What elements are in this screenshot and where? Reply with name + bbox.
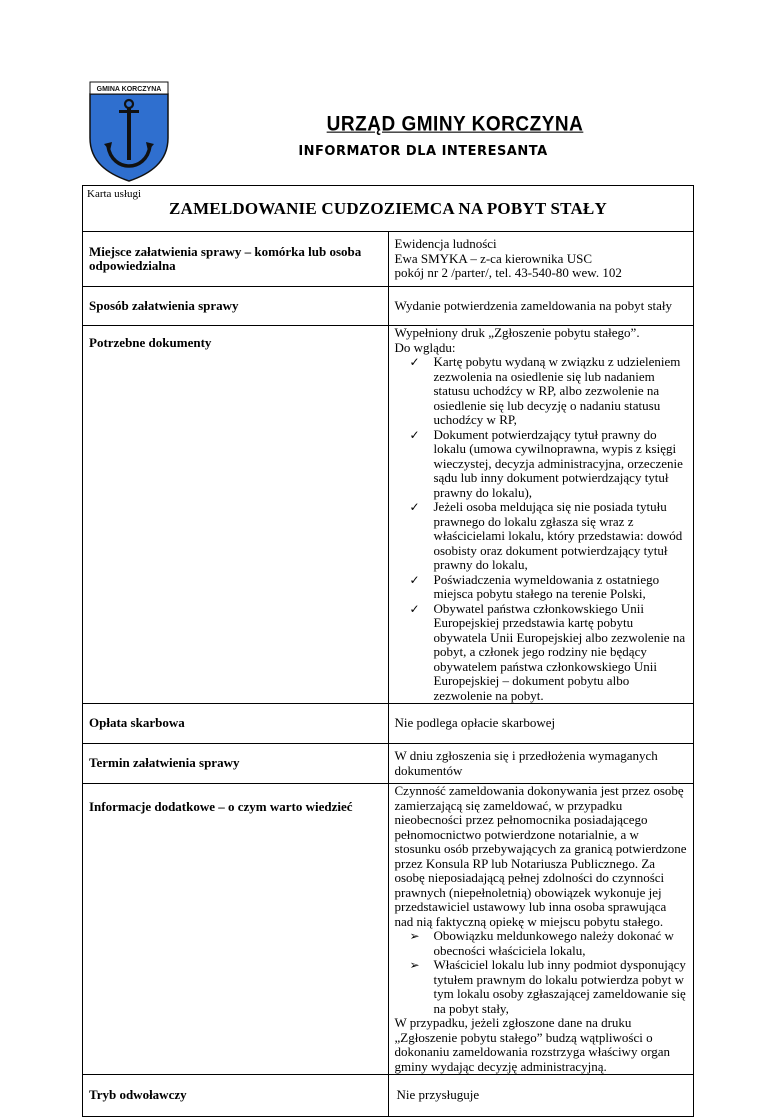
row-termin-value: W dniu zgłoszenia się i przedłożenia wymaganych dokumentów <box>388 744 694 784</box>
dokumenty-intro2: Do wglądu: <box>394 339 456 355</box>
service-card-table <box>82 185 694 1117</box>
informacje-paragraph: Czynność zameldowania dokonywania jest przez osobę zamierzającą się zameldować, w przypadku nieobecności przez pełnomocnika posiadającego pełnomocnictwo potwierdzone notarialnie, a w stosunku osób przebywających za granicą potwierdzone przez Konsula RP lub Notariusza Publicznego. Za osobę nieposiadającą pełnej zdolności do czynności prawnych (niepełnoletnią) obowiązek wykonuje jej przedstawiciel ustawowy lub inna osoba sprawująca nad nią faktyczną opiekę w miejscu pobytu stałego. <box>394 783 687 929</box>
card-header-row <box>83 186 694 232</box>
row-tryb <box>83 1075 694 1117</box>
row-dokumenty-label: Potrzebne dokumenty <box>83 326 389 704</box>
list-item: ➢ Obowiązku meldunkowego należy dokonać w obecności właściciela lokalu, <box>434 929 688 958</box>
office-title: URZĄD GMINY KORCZYNA <box>326 112 584 136</box>
list-item: ✓ Dokument potwierdzający tytuł prawny do lokalu (umowa cywilnoprawna, wypis z księgi wieczystej, decyzja administracyjna, orzeczenie sądu lub inny dokument potwierdzający tytuł prawny do lokalu), <box>434 428 688 501</box>
dokumenty-list <box>395 355 688 703</box>
list-item: ✓ Obywatel państwa członkowskiego Unii Europejskiej przedstawia kartę pobytu obywatela Unii Europejskiej albo zezwolenie na pobyt, a członek jego rodziny nie będący obywatelem państwa członkowskiego Unii Europejskiej – dokument pobytu albo zezwolenie na pobyt. <box>434 602 688 704</box>
row-termin <box>83 744 694 784</box>
card-title: ZAMELDOWANIE CUDZOZIEMCA NA POBYT STAŁY <box>169 199 607 218</box>
row-miejsce-value <box>388 232 694 287</box>
row-informacje <box>83 784 694 1075</box>
row-informacje-value <box>388 784 694 1075</box>
informacje-paragraph: W przypadku, jeżeli zgłoszone dane na druku „Zgłoszenie pobytu stałego” budzą wątpliwości o dokonaniu zameldowania rozstrzyga właściwy organ gminy wydając decyzję administracyjną. <box>394 1015 671 1074</box>
informacje-list <box>395 929 688 1016</box>
card-label: Karta usługi <box>87 188 142 200</box>
row-dokumenty-value <box>388 326 694 704</box>
row-dokumenty <box>83 326 694 704</box>
row-miejsce-label: Miejsce załatwienia sprawy – komórka lub osoba odpowiedzialna <box>83 232 389 287</box>
row-tryb-label: Tryb odwoławczy <box>83 1075 389 1117</box>
miejsce-line: Ewa SMYKA – z-ca kierownika USC <box>394 250 592 266</box>
list-item: ✓ Poświadczenia wymeldowania z ostatniego miejsca pobytu stałego na terenie Polski, <box>434 573 688 602</box>
row-sposob <box>83 287 694 326</box>
logo-text: GMINA KORCZYNA <box>96 86 162 93</box>
row-sposob-value: Wydanie potwierdzenia zameldowania na pobyt stały <box>388 287 694 326</box>
dokumenty-intro: Wypełniony druk „Zgłoszenie pobytu stałego”. <box>394 325 640 340</box>
miejsce-line: Ewidencja ludności <box>394 236 497 252</box>
list-item: ✓ Jeżeli osoba meldująca się nie posiada tytułu prawnego do lokalu zgłasza się wraz z właścicielami lokalu, który przedstawia: dowód osobisty oraz dokument potwierdzający tytuł prawny do lokalu, <box>434 500 688 573</box>
miejsce-line: pokój nr 2 /parter/, tel. 43-540-80 wew. 102 <box>394 265 622 281</box>
row-informacje-label: Informacje dodatkowe – o czym warto wiedzieć <box>83 784 389 1075</box>
list-item: ➢ Właściciel lokalu lub inny podmiot dysponujący tytułem prawnym do lokalu potwierdza pobyt w tym lokalu osoby zgłaszającej zameldowanie się na pobyt stały, <box>434 958 688 1016</box>
row-miejsce <box>83 232 694 287</box>
list-item: ✓ Kartę pobytu wydaną w związku z udzieleniem zezwolenia na osiedlenie się lub nadaniem statusu uchodźcy w RP, albo zezwolenie na osiedlenie się lub decyzję o nadaniu statusu uchodźcy w RP, <box>434 355 688 428</box>
row-sposob-label: Sposób załatwienia sprawy <box>83 287 389 326</box>
row-oplata-value: Nie podlega opłacie skarbowej <box>388 704 694 744</box>
row-oplata-label: Opłata skarbowa <box>83 704 389 744</box>
row-tryb-value: Nie przysługuje <box>388 1075 694 1117</box>
row-termin-label: Termin załatwienia sprawy <box>83 744 389 784</box>
row-oplata <box>83 704 694 744</box>
office-subtitle: INFORMATOR DLA INTERESANTA <box>298 144 548 159</box>
